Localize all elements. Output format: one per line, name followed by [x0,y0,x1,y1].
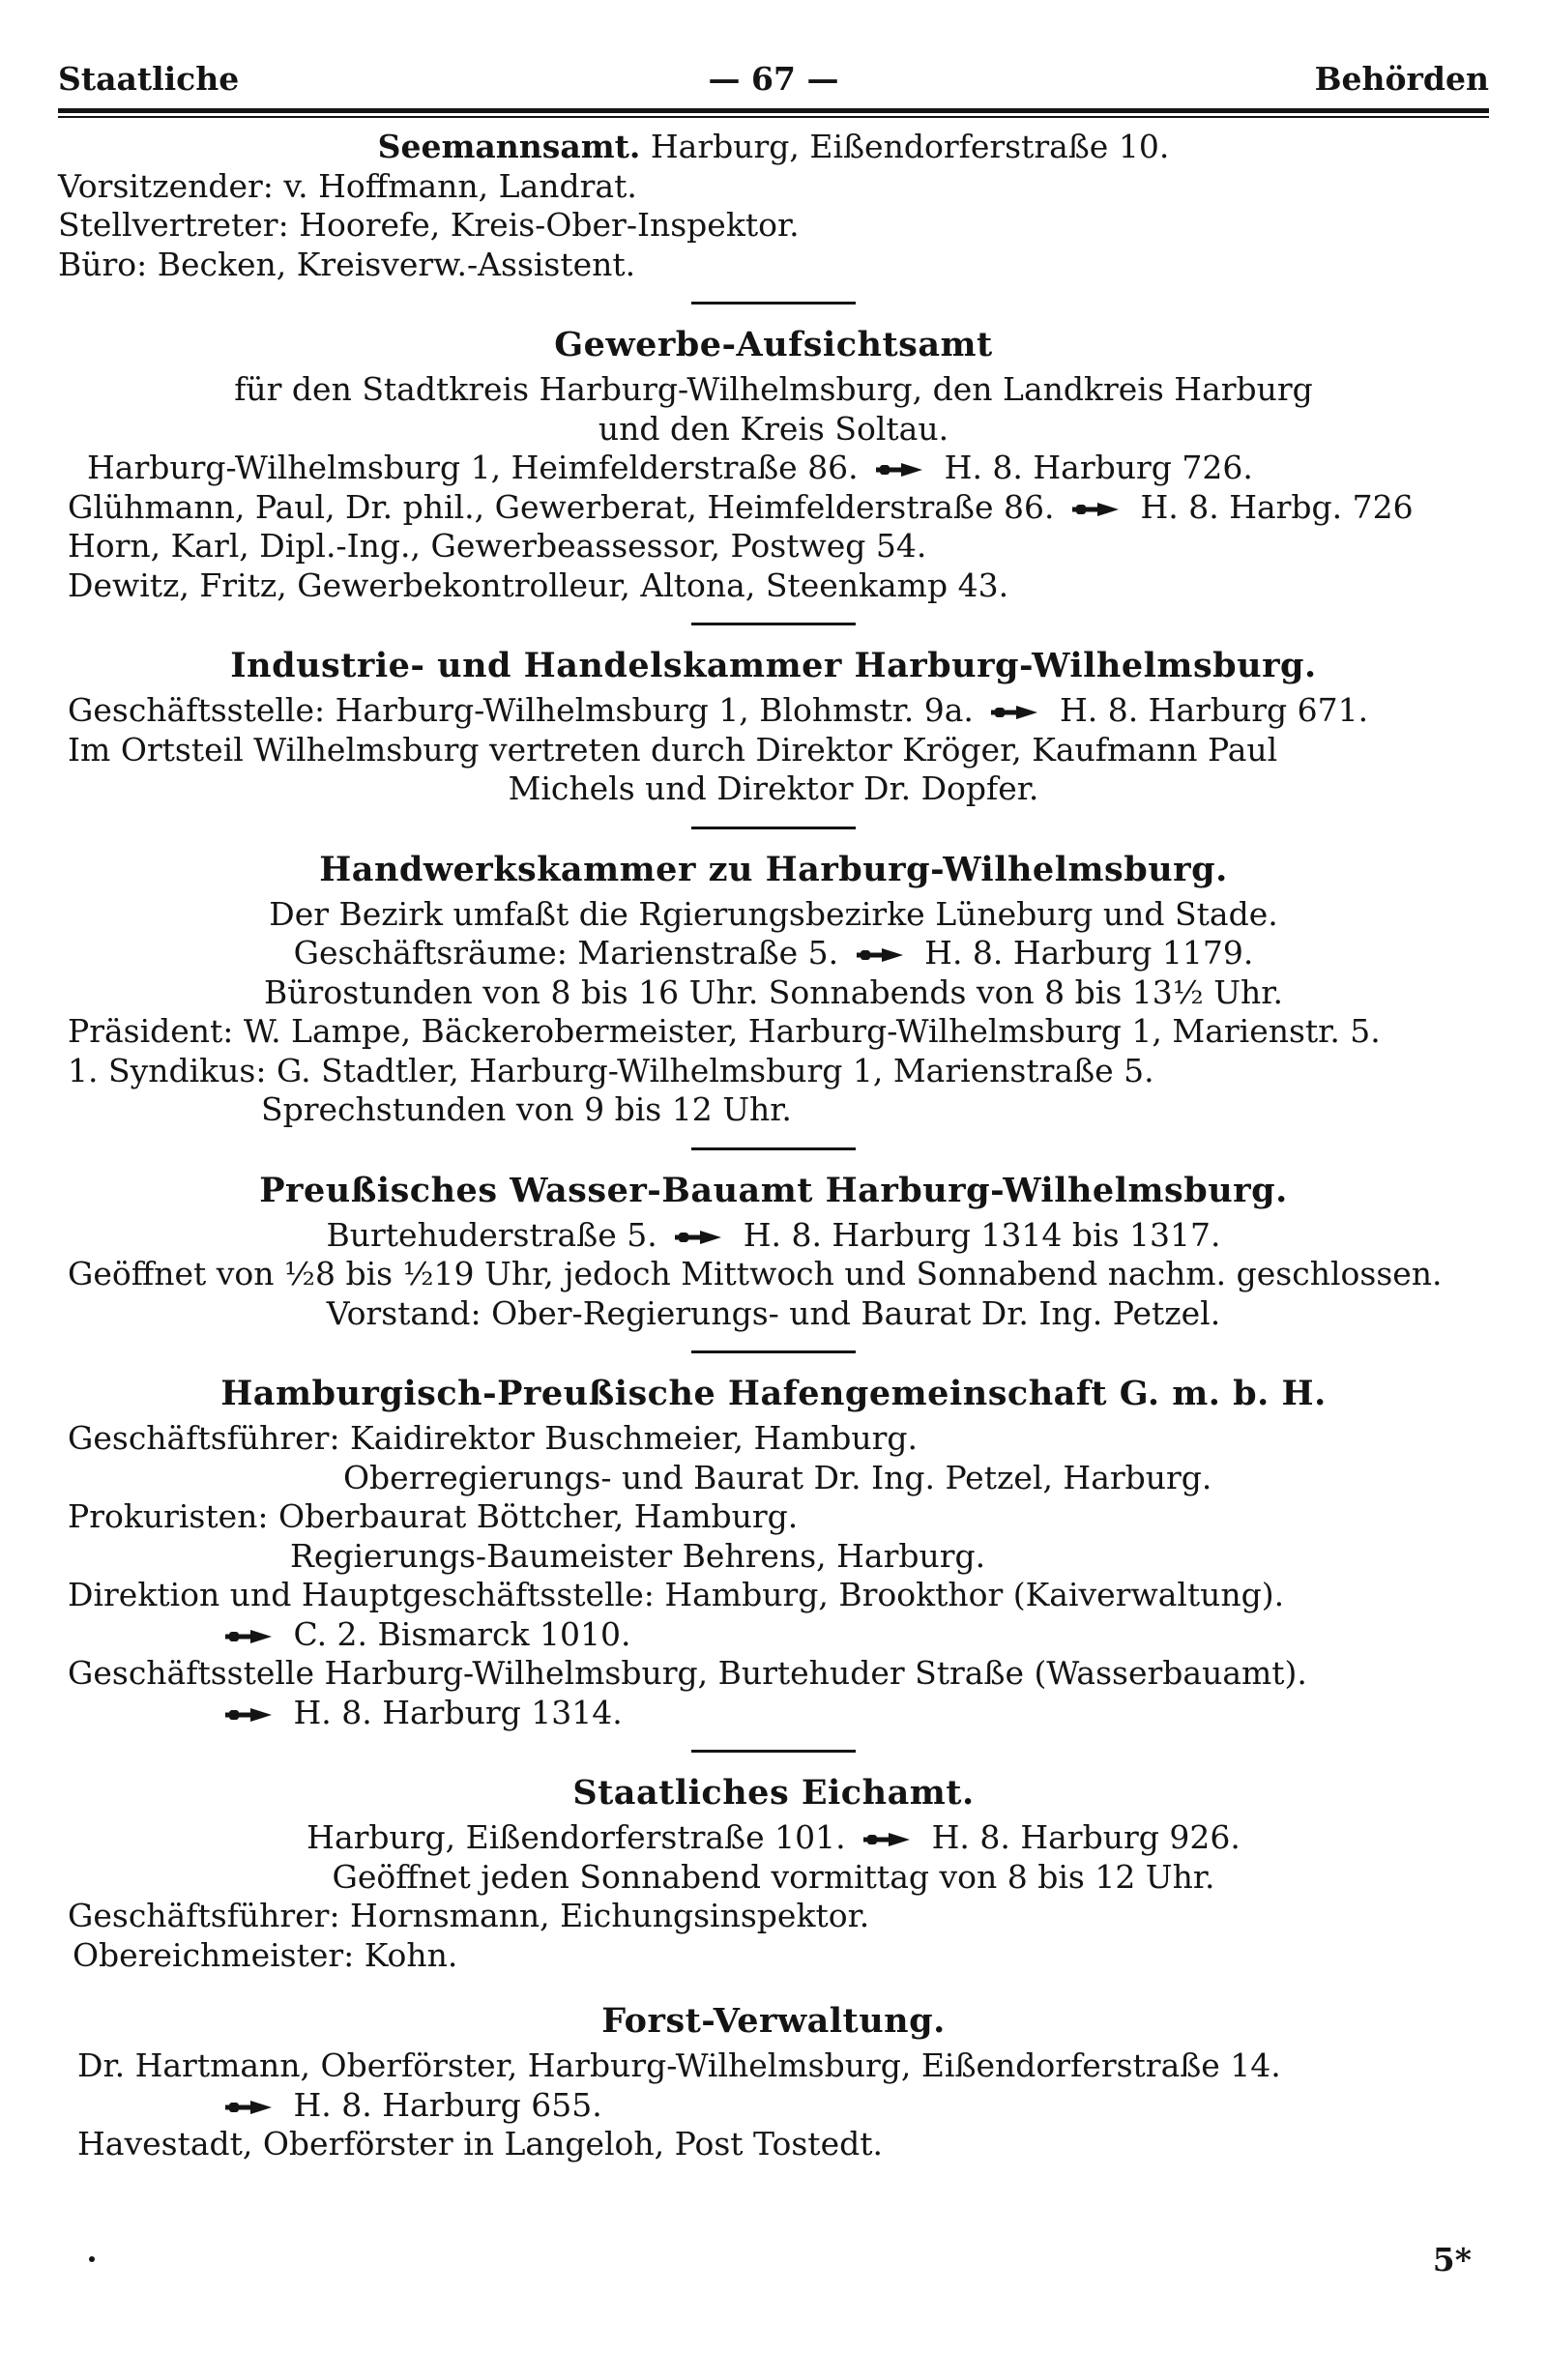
section-title: Preußisches Wasser-Bauamt Harburg-Wilhelmsburg. [259,1170,1288,1210]
text-line [58,449,1489,488]
text-line: Obereichmeister: Kohn. [73,1935,458,1974]
text-line: Geöffnet von ½8 bis ½19 Uhr, jedoch Mittwoch und Sonnabend nachm. geschlossen. [68,1255,1443,1292]
phone-text: H. 8. Harburg 1314. [293,1693,623,1731]
telephone-hand-icon [989,704,1043,721]
section-hafengemeinschaft [58,1369,1489,1732]
text-line: Präsident: W. Lampe, Bäckerobermeister, Harburg-Wilhelmsburg 1, Marienstr. 5. [68,1012,1381,1050]
seemannsamt-line: Vorsitzender: v. Hoffmann, Landrat. [58,166,637,205]
text-line: für den Stadtkreis Harburg-Wilhelmsburg, den Landkreis Harburg [234,370,1313,408]
section-divider [691,1350,856,1353]
section-title: Industrie- und Handelskammer Harburg-Wilhelmsburg. [230,646,1317,685]
text-line: Sprechstunden von 9 bis 12 Uhr. [261,1090,792,1128]
text-line [58,934,1489,973]
address-text: Harburg-Wilhelmsburg 1, Heimfelderstraße 86. [87,449,859,486]
section-ihk [58,641,1489,809]
telephone-hand-icon [673,1229,727,1246]
text-line [58,2086,1489,2126]
seemannsamt-heading [58,128,1489,167]
phone-text: C. 2. Bismarck 1010. [293,1614,631,1653]
text-line: und den Kreis Soltau. [598,409,949,448]
seemannsamt-address: Harburg, Eißendorferstraße 10. [640,128,1170,165]
section-title: Forst-Verwaltung. [601,2001,946,2041]
header-rule [58,108,1489,118]
section-eichamt [58,1768,1489,1975]
section-divider [691,302,856,305]
telephone-hand-icon [223,2099,277,2116]
text-line: Michels und Direktor Dr. Dopfer. [508,769,1039,807]
text-line: Dr. Hartmann, Oberförster, Harburg-Wilhelmsburg, Eißendorferstraße 14. [77,2046,1281,2084]
text-line: 1. Syndikus: G. Stadtler, Harburg-Wilhelmsburg 1, Marienstraße 5. [68,1051,1154,1089]
section-divider [691,1750,856,1753]
section-title: Gewerbe-Aufsichtsamt [554,325,993,364]
section-gewerbe [58,320,1489,605]
text-line: Horn, Karl, Dipl.-Ing., Gewerbeassessor, Postweg 54. [68,527,927,565]
seemannsamt-line: Büro: Becken, Kreisverw.-Assistent. [58,245,636,283]
telephone-hand-icon [223,1628,277,1645]
text-line [58,1216,1489,1256]
text-line [58,1615,1489,1655]
address-text: Geschäftsstelle: Harburg-Wilhelmsburg 1, Blohmstr. 9a. [68,691,974,729]
phone-text: H. 8. Harburg 926. [931,1818,1241,1856]
telephone-hand-icon [223,1706,277,1724]
text-line [58,1818,1489,1858]
seemannsamt-line: Stellvertreter: Hoorefe, Kreis-Ober-Inspektor. [58,206,800,244]
running-header [58,60,1489,102]
text-line [58,488,1489,528]
text-line: Geschäftsstelle Harburg-Wilhelmsburg, Burtehuder Straße (Wasserbauamt). [68,1654,1307,1692]
text-line: Oberregierungs- und Baurat Dr. Ing. Petzel, Harburg. [343,1458,1212,1496]
phone-text: H. 8. Harbg. 726 [1140,487,1414,526]
text-line: Dewitz, Fritz, Gewerbekontrolleur, Altona, Steenkamp 43. [68,566,1009,604]
text-line: Geschäftsführer: Kaidirektor Buschmeier, Hamburg. [68,1419,919,1457]
section-title: Staatliches Eichamt. [572,1773,975,1813]
telephone-hand-icon [1070,501,1124,518]
text-line: Im Ortsteil Wilhelmsburg vertreten durch Direktor Kröger, Kaufmann Paul [68,730,1278,769]
telephone-hand-icon [874,461,928,479]
signature-mark: 5* [1432,2241,1472,2278]
header-right: Behörden [1314,60,1489,98]
section-title: Hamburgisch-Preußische Hafengemeinschaft G. m. b. H. [220,1374,1327,1413]
section-seemannsamt [58,128,1489,284]
section-divider [691,827,856,829]
address-text: Burtehuderstraße 5. [326,1215,657,1254]
telephone-hand-icon [861,1831,916,1848]
text-line: Vorstand: Ober-Regierungs- und Baurat Dr. Ing. Petzel. [326,1293,1221,1332]
text-line [58,1694,1489,1733]
print-speck [89,2256,95,2262]
phone-text: H. 8. Harburg 671. [1059,691,1369,729]
person-text: Glühmann, Paul, Dr. phil., Gewerberat, Heimfelderstraße 86. [68,487,1055,526]
phone-text: H. 8. Harburg 726. [944,449,1253,486]
section-title: Handwerkskammer zu Harburg-Wilhelmsburg. [319,849,1228,889]
phone-text: H. 8. Harburg 1179. [924,934,1254,972]
text-line: Prokuristen: Oberbaurat Böttcher, Hamburg. [68,1497,799,1535]
text-line: Geschäftsführer: Hornsmann, Eichungsinspektor. [68,1897,870,1934]
text-line: Havestadt, Oberförster in Langeloh, Post Tostedt. [77,2125,883,2162]
text-line [58,691,1489,731]
page-number: — 67 — [708,60,839,98]
phone-text: H. 8. Harburg 1314 bis 1317. [743,1215,1221,1254]
section-handwerkskammer [58,845,1489,1130]
section-wasserbauamt [58,1166,1489,1334]
address-text: Geschäftsräume: Marienstraße 5. [293,934,839,972]
section-forstverwaltung [58,1996,1489,2164]
text-line: Direktion und Hauptgeschäftsstelle: Hamburg, Brookthor (Kaiverwaltung). [68,1576,1285,1613]
telephone-hand-icon [855,946,909,964]
header-left: Staatliche [58,60,240,98]
text-line: Regierungs-Baumeister Behrens, Harburg. [290,1536,986,1575]
section-divider [691,623,856,625]
section-title: Seemannsamt. [377,128,641,165]
section-divider [691,1147,856,1150]
address-text: Harburg, Eißendorferstraße 101. [306,1818,846,1856]
text-line: Bürostunden von 8 bis 16 Uhr. Sonnabends von 8 bis 13½ Uhr. [264,972,1283,1011]
text-line: Der Bezirk umfaßt die Rgierungsbezirke Lüneburg und Stade. [269,894,1278,933]
phone-text: H. 8. Harburg 655. [293,2085,602,2124]
text-line: Geöffnet jeden Sonnabend vormittag von 8 bis 12 Uhr. [332,1857,1215,1896]
